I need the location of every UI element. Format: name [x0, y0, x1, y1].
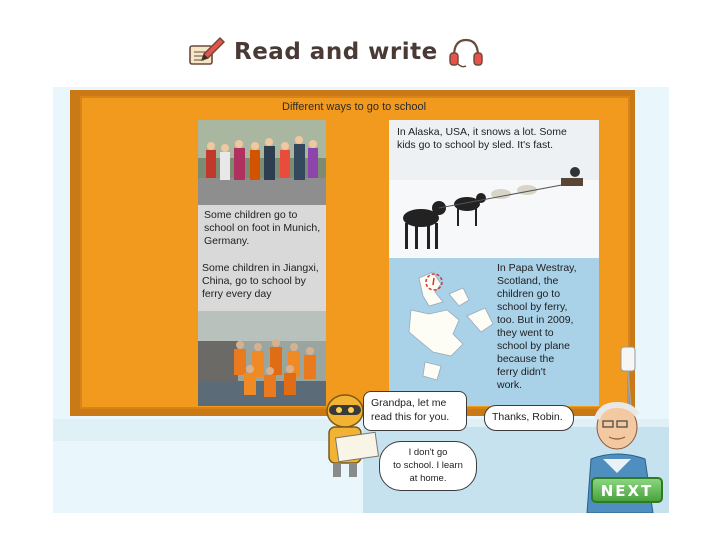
alaska-text-line: kids go to school by sled. It's fast.: [397, 139, 554, 151]
munich-text-line: Germany.: [204, 235, 250, 247]
reading-scene: [53, 87, 669, 513]
jiangxi-text: [202, 262, 319, 301]
speech-line: read this for you.: [371, 411, 450, 423]
papa-text-line: because the: [497, 353, 555, 365]
papa-text-line: work.: [497, 379, 523, 391]
alaska-panel: [389, 120, 599, 258]
munich-panel: [198, 120, 326, 258]
munich-photo: [198, 120, 326, 205]
papa-text-line: too. But in 2009,: [497, 314, 574, 326]
thought-line: at home.: [409, 473, 447, 484]
scotland-map: [389, 258, 499, 406]
page-title: Read and write: [234, 39, 438, 65]
alaska-text-line: In Alaska, USA, it snows a lot. Some: [397, 126, 567, 138]
header: [186, 30, 486, 74]
papa-text-line: they went to: [497, 327, 554, 339]
jiangxi-text-line: ferry every day: [202, 288, 272, 300]
thought-line: I don't go: [408, 447, 448, 458]
speech-line: Grandpa, let me: [371, 397, 447, 409]
papa-text-line: school by plane: [497, 340, 570, 352]
papa-text-line: ferry didn't: [497, 366, 546, 378]
next-button[interactable]: NEXT: [591, 477, 663, 503]
jiangxi-text-line: Some children in Jiangxi,: [202, 262, 319, 274]
robin-thought-bubble: [379, 441, 477, 491]
papa-text-line: children go to: [497, 288, 561, 300]
robin-speech-bubble: [363, 391, 467, 431]
papa-text-line: Scotland, the: [497, 275, 559, 287]
speech-line: Thanks, Robin.: [492, 411, 563, 423]
munich-text-line: school on foot in Munich,: [204, 222, 321, 234]
grandpa-speech-bubble: [484, 405, 574, 431]
thought-line: to school. I learn: [393, 460, 463, 471]
papa-text-line: school by ferry,: [497, 301, 568, 313]
jiangxi-panel: [198, 258, 326, 406]
papa-westray-panel: [389, 258, 599, 406]
jiangxi-text-line: China, go to school by: [202, 275, 306, 287]
board-title: Different ways to go to school: [282, 101, 427, 113]
munich-text: [204, 209, 320, 248]
board: [80, 96, 630, 409]
alaska-text: [397, 126, 567, 152]
headphones-icon[interactable]: [446, 34, 486, 70]
munich-text-line: Some children go to: [204, 209, 298, 221]
papa-westray-text: [497, 262, 577, 392]
jiangxi-photo: [198, 311, 326, 406]
board-frame: [70, 90, 635, 416]
papa-text-line: In Papa Westray,: [497, 262, 577, 274]
pencil-notebook-icon: [186, 34, 226, 70]
